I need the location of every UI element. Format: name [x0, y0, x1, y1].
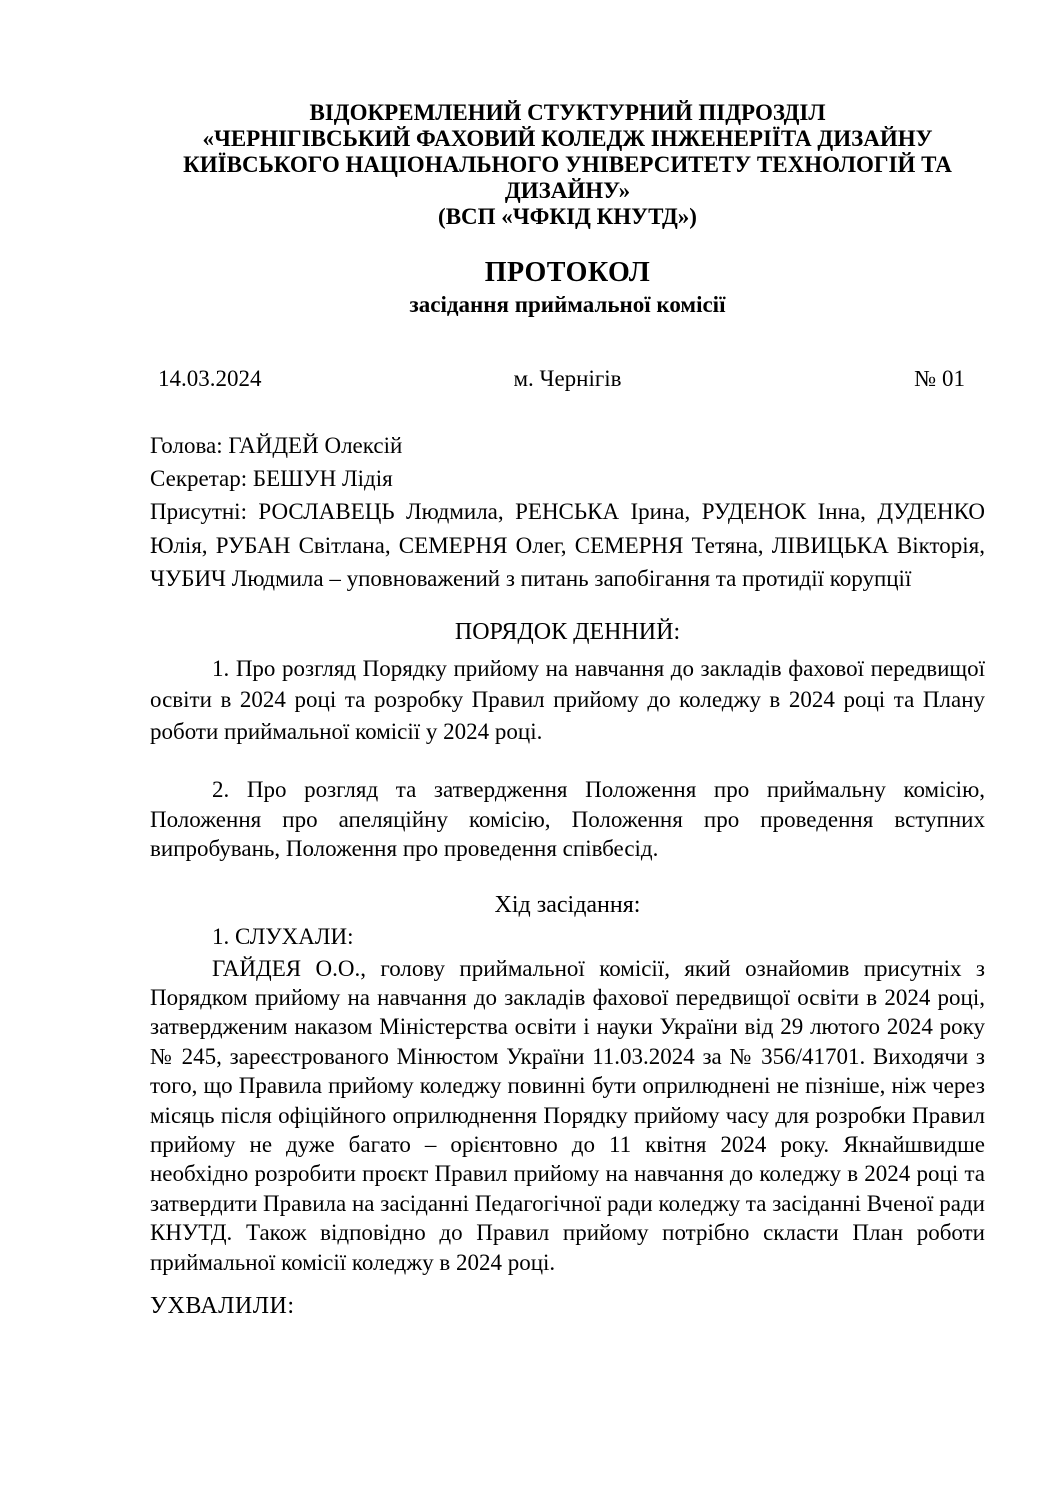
- heard-label: 1. СЛУХАЛИ:: [212, 923, 354, 949]
- meta-row: [150, 362, 985, 395]
- resolved-heading: УХВАЛИЛИ:: [150, 1292, 295, 1319]
- proceedings-heading: Хід засідання:: [494, 891, 641, 918]
- protocol-number: № 01: [914, 366, 965, 391]
- org-header-line-5: (ВСП «ЧФКІД КНУТД»): [438, 204, 697, 229]
- protocol-date: 14.03.2024: [158, 366, 262, 391]
- org-header-line-4: ДИЗАЙНУ»: [504, 178, 631, 203]
- agenda-item-1: 1. Про розгляд Порядку прийому на навчання до закладів фахової передвищої освіти в 2024 році та розробку Правил прийому до коледжу в 2024 році та Плану роботи приймальної комісії у 2024 році.: [150, 655, 985, 744]
- org-header-line-3: КИЇВСЬКОГО НАЦІОНАЛЬНОГО УНІВЕРСИТЕТУ ТЕХНОЛОГІЙ ТА: [183, 152, 952, 177]
- officials-block: [150, 429, 985, 495]
- agenda-item-2: 2. Про розгляд та затвердження Положення про приймальну комісію, Положення про апеляційну комісію, Положення про проведення вступних випробувань, Положення про проведення співбесід.: [150, 777, 985, 861]
- org-header-line-1: ВІДОКРЕМЛЕНИЙ СТУКТУРНИЙ ПІДРОЗДІЛ: [309, 100, 826, 125]
- chair-line: Голова: ГАЙДЕЙ Олексій: [150, 433, 403, 458]
- secretary-line: Секретар: БЕШУН Лідія: [150, 466, 393, 491]
- attendees-paragraph: Присутні: РОСЛАВЕЦЬ Людмила, РЕНСЬКА Ірина, РУДЕНОК Інна, ДУДЕНКО Юлія, РУБАН Світлана, СЕМЕРНЯ Олег, СЕМЕРНЯ Тетяна, ЛІВИЦЬКА Вікторія, ЧУБИЧ Людмила – уповноважений з питань запобігання та протидії корупції: [150, 499, 985, 591]
- agenda-heading: ПОРЯДОК ДЕННИЙ:: [454, 618, 681, 645]
- document-title: ПРОТОКОЛ: [484, 257, 651, 288]
- heard-paragraph: ГАЙДЕЯ О.О., голову приймальної комісії, який ознайомив присутніх з Порядком прийому на навчання до закладів фахової передвищої освіти в 2024 році, затвердженим наказом Міністерства освіти і науки України від 29 лютого 2024 року № 245, зареєстрованого Мінюстом України 11.03.2024 за № 356/41701. Виходячи з того, що Правила прийому коледжу повинні бути оприлюднені не пізніше, ніж через місяць після офіційного оприлюднення Порядку прийому часу для розробки Правил прийому не дуже багато – орієнтовно до 11 квітня 2024 року. Якнайшвидше необхідно розробити проєкт Правил прийому на навчання до коледжу в 2024 році та затвердити Правила на засіданні Педагогічної ради коледжу та засіданні Вченої ради КНУТД. Також відповідно до Правил прийому потрібно скласти План роботи приймальної комісії коледжу в 2024 році.: [150, 955, 985, 1275]
- org-header-line-2: «ЧЕРНІГІВСЬКИЙ ФАХОВИЙ КОЛЕДЖ ІНЖЕНЕРІЇТА ДИЗАЙНУ: [202, 126, 933, 151]
- protocol-place: м. Чернігів: [513, 366, 622, 391]
- document-subtitle: засідання приймальної комісії: [409, 292, 726, 317]
- organization-header: [150, 100, 985, 230]
